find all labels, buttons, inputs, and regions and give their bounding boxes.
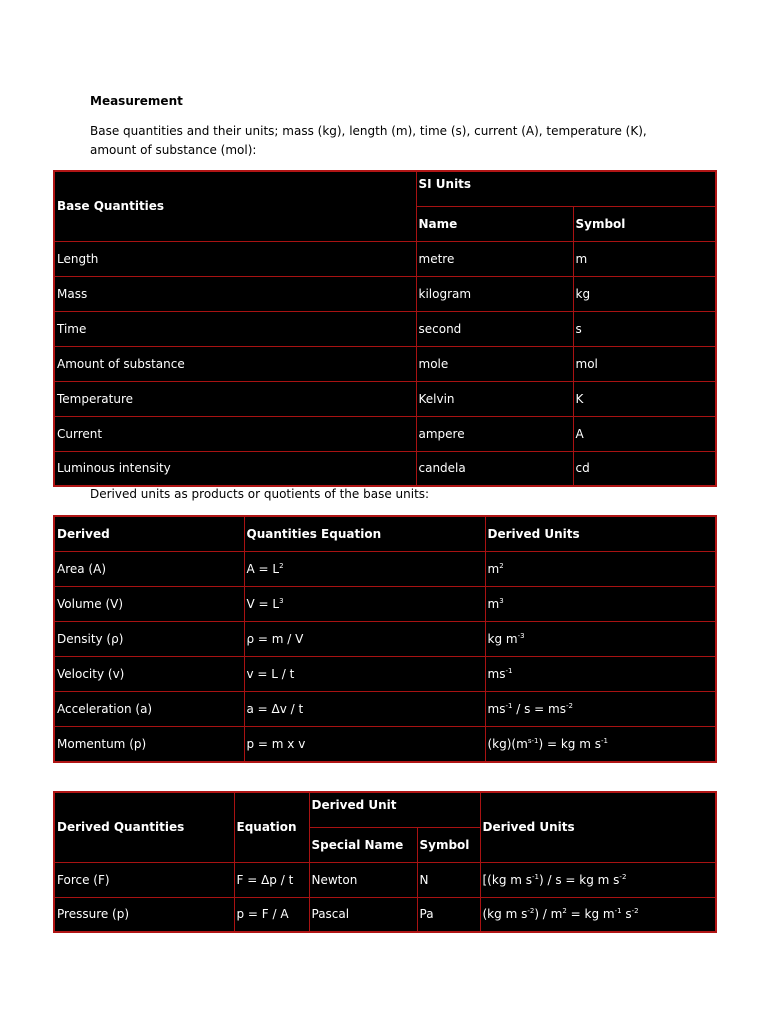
unit-symbol-cell: K [573,381,716,416]
derived-units-cell [485,726,716,762]
unit-text: ) / s = kg m s [538,872,620,887]
equation-cell [244,691,485,726]
unit-exponent: s-1 [527,736,539,745]
equation-cell [244,586,485,621]
quantity-cell: Current [54,416,416,451]
table-row [54,241,716,276]
unit-text: m [487,596,500,611]
unit-name-cell: Kelvin [416,381,573,416]
equation-text: v = L / t [246,666,295,681]
unit-text: (kg)(m [487,736,528,751]
unit-text: ) / m [534,907,563,922]
header-quantities-equation: Quantities Equation [244,516,485,551]
unit-text: (kg m s [482,907,528,922]
unit-text: = kg m [566,907,615,922]
table-row [54,897,716,932]
header-derived-unit: Derived Unit [309,792,480,827]
unit-name-cell: ampere [416,416,573,451]
quantity-cell: Area (A) [54,551,244,586]
table-row [54,656,716,691]
header-special-name: Special Name [309,827,417,862]
quantity-cell: Pressure (p) [54,897,234,932]
unit-exponent: -1 [600,736,608,745]
table-row [54,381,716,416]
header-derived-units: Derived Units [480,792,716,862]
equation-cell: F = Δp / t [234,862,309,897]
unit-symbol-cell: s [573,311,716,346]
derived-units-cell [485,691,716,726]
derived-units-cell [480,862,716,897]
unit-text: [(kg m s [482,872,532,887]
quantity-cell: Temperature [54,381,416,416]
unit-text: m [487,561,500,576]
derived-units-cell [480,897,716,932]
header-derived: Derived [54,516,244,551]
quantity-cell: Luminous intensity [54,451,416,486]
symbol-cell: Pa [417,897,480,932]
unit-exponent: 3 [499,596,504,605]
equation-exponent: 3 [279,596,284,605]
table-row [54,691,716,726]
quantity-cell: Velocity (v) [54,656,244,691]
unit-exponent: 2 [499,561,504,570]
derived-units-cell [485,621,716,656]
header-si-units: SI Units [416,171,716,206]
table-row [54,621,716,656]
page-heading: Measurement [90,94,183,108]
equation-cell [244,621,485,656]
unit-exponent: -1 [614,907,622,916]
table-row [54,862,716,897]
derived-quantities-table [53,791,717,933]
unit-symbol-cell: mol [573,346,716,381]
quantity-cell: Momentum (p) [54,726,244,762]
equation-text: ρ = m / V [246,631,304,646]
unit-name-cell: metre [416,241,573,276]
equation-text: a = Δv / t [246,701,304,716]
derived-units-cell [485,656,716,691]
header-equation: Equation [234,792,309,862]
quantity-cell: Mass [54,276,416,311]
quantity-cell: Volume (V) [54,586,244,621]
header-derived-units: Derived Units [485,516,716,551]
derived-units-caption: Derived units as products or quotients of the base units: [90,487,430,501]
unit-text: ms [487,701,506,716]
unit-exponent: -2 [566,701,573,710]
unit-name-cell: kilogram [416,276,573,311]
table-row [54,586,716,621]
table-row [54,451,716,486]
equation-text: A = L [246,561,280,576]
special-name-cell: Newton [309,862,417,897]
quantity-cell: Acceleration (a) [54,691,244,726]
quantity-cell: Density (ρ) [54,621,244,656]
unit-text: kg m [487,631,518,646]
unit-text: ) = kg m s [538,736,601,751]
unit-symbol-cell: cd [573,451,716,486]
header-name: Name [416,206,573,241]
unit-exponent: -1 [505,666,513,675]
unit-exponent: 2 [562,907,567,916]
header-base-quantities: Base Quantities [54,171,416,241]
unit-text: ms [487,666,506,681]
intro-paragraph: Base quantities and their units; mass (kg), length (m), time (s), current (A), temperature (K), amount of substance (mol): [90,124,647,157]
unit-symbol-cell: m [573,241,716,276]
symbol-cell: N [417,862,480,897]
table-row [54,311,716,346]
equation-cell [244,551,485,586]
derived-units-cell [485,586,716,621]
unit-exponent: -3 [517,631,525,640]
unit-symbol-cell: A [573,416,716,451]
unit-text: / s = ms [512,701,566,716]
unit-name-cell: second [416,311,573,346]
equation-exponent: 2 [279,561,284,570]
unit-exponent: -2 [619,872,627,881]
unit-exponent: -2 [631,907,639,916]
unit-name-cell: candela [416,451,573,486]
derived-units-cell [485,551,716,586]
special-name-cell: Pascal [309,897,417,932]
equation-text: p = m x v [246,736,306,751]
unit-symbol-cell: kg [573,276,716,311]
table-row [54,726,716,762]
header-symbol: Symbol [573,206,716,241]
unit-exponent: -1 [505,701,513,710]
header-symbol: Symbol [417,827,480,862]
equation-text: V = L [246,596,280,611]
quantity-cell: Amount of substance [54,346,416,381]
quantity-cell: Time [54,311,416,346]
table-row [54,346,716,381]
equation-cell [244,726,485,762]
table-row [54,276,716,311]
equation-cell: p = F / A [234,897,309,932]
unit-exponent: -1 [532,872,539,881]
derived-units-table [53,515,717,763]
header-derived-quantities: Derived Quantities [54,792,234,862]
quantity-cell: Force (F) [54,862,234,897]
table-row [54,551,716,586]
unit-text: s [621,907,632,922]
unit-name-cell: mole [416,346,573,381]
unit-exponent: -2 [527,907,535,916]
base-quantities-table [53,170,717,487]
quantity-cell: Length [54,241,416,276]
equation-cell [244,656,485,691]
table-row [54,416,716,451]
